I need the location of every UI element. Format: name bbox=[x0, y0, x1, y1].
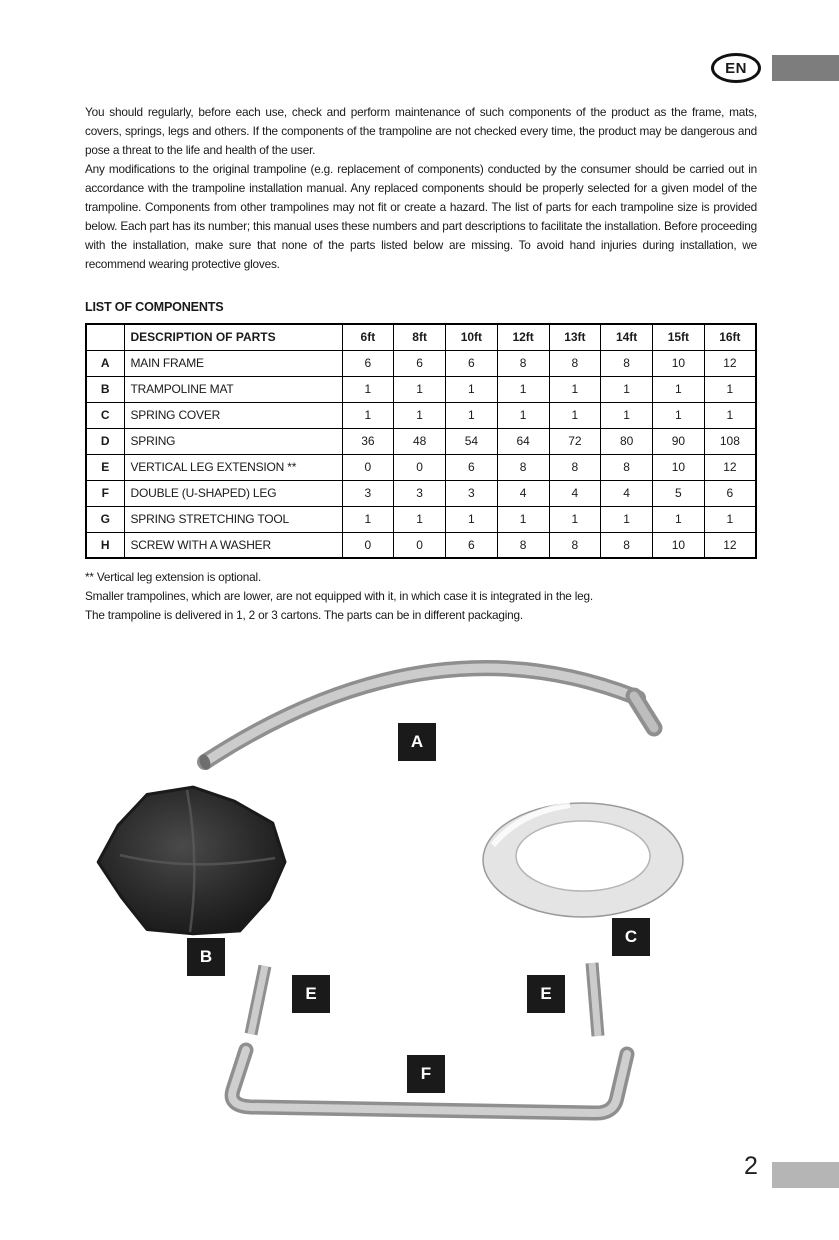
part-quantity-cell: 1 bbox=[704, 506, 756, 532]
part-quantity-cell: 12 bbox=[704, 454, 756, 480]
header-size-13ft: 13ft bbox=[549, 324, 601, 350]
part-quantity-cell: 8 bbox=[601, 454, 653, 480]
part-c-spring-cover-icon bbox=[483, 803, 683, 917]
part-quantity-cell: 8 bbox=[549, 532, 601, 558]
part-quantity-cell: 10 bbox=[653, 532, 705, 558]
footnote-cartons: The trampoline is delivered in 1, 2 or 3 cartons. The parts can be in different packaging. bbox=[85, 608, 523, 622]
part-quantity-cell: 1 bbox=[704, 402, 756, 428]
header-part-letter bbox=[86, 324, 124, 350]
part-quantity-cell: 8 bbox=[549, 454, 601, 480]
part-quantity-cell: 54 bbox=[446, 428, 498, 454]
part-quantity-cell: 6 bbox=[342, 350, 394, 376]
component-row bbox=[86, 454, 756, 480]
part-quantity-cell: 12 bbox=[704, 532, 756, 558]
header-tab-decor bbox=[772, 55, 839, 81]
part-quantity-cell: 1 bbox=[549, 376, 601, 402]
component-row bbox=[86, 402, 756, 428]
part-letter-cell: G bbox=[86, 506, 124, 532]
component-row bbox=[86, 428, 756, 454]
part-quantity-cell: 1 bbox=[497, 506, 549, 532]
components-table bbox=[85, 323, 757, 559]
part-description-cell: SPRING bbox=[124, 428, 342, 454]
part-letter-cell: D bbox=[86, 428, 124, 454]
header-size-15ft: 15ft bbox=[653, 324, 705, 350]
components-header-row bbox=[86, 324, 756, 350]
part-quantity-cell: 10 bbox=[653, 350, 705, 376]
part-quantity-cell: 3 bbox=[446, 480, 498, 506]
part-quantity-cell: 1 bbox=[653, 506, 705, 532]
part-label-e-right: E bbox=[527, 975, 565, 1013]
intro-paragraph-2: Any modifications to the original trampoline (e.g. replacement of components) conducted by the consumer should be carried out in accordance with the trampoline installation manual. Any replaced components should be properly selected for a given model of the trampoline. Components from other trampolines may not fit or create a hazard. The list of parts for each trampoline size is provided below. Each part has its number; this manual uses these numbers and part descriptions to facilitate the installation. Before proceeding with the installation, make sure that none of the parts listed below are missing. To avoid hand injuries during installation, we recommend wearing protective gloves. bbox=[85, 162, 757, 271]
part-label-f: F bbox=[407, 1055, 445, 1093]
part-quantity-cell: 6 bbox=[394, 350, 446, 376]
part-quantity-cell: 1 bbox=[601, 506, 653, 532]
part-quantity-cell: 8 bbox=[497, 454, 549, 480]
part-quantity-cell: 1 bbox=[653, 376, 705, 402]
part-quantity-cell: 6 bbox=[446, 532, 498, 558]
part-letter-cell: H bbox=[86, 532, 124, 558]
header-size-10ft: 10ft bbox=[446, 324, 498, 350]
header-size-14ft: 14ft bbox=[601, 324, 653, 350]
part-quantity-cell: 1 bbox=[549, 402, 601, 428]
part-quantity-cell: 0 bbox=[394, 454, 446, 480]
part-quantity-cell: 8 bbox=[497, 350, 549, 376]
component-row bbox=[86, 376, 756, 402]
part-quantity-cell: 72 bbox=[549, 428, 601, 454]
part-quantity-cell: 3 bbox=[394, 480, 446, 506]
part-quantity-cell: 80 bbox=[601, 428, 653, 454]
part-description-cell: DOUBLE (U-SHAPED) LEG bbox=[124, 480, 342, 506]
part-quantity-cell: 1 bbox=[497, 402, 549, 428]
part-quantity-cell: 8 bbox=[601, 350, 653, 376]
part-description-cell: VERTICAL LEG EXTENSION ** bbox=[124, 454, 342, 480]
part-quantity-cell: 1 bbox=[394, 376, 446, 402]
part-quantity-cell: 4 bbox=[601, 480, 653, 506]
components-table-body bbox=[86, 350, 756, 558]
content-column bbox=[85, 103, 757, 625]
part-quantity-cell: 1 bbox=[342, 402, 394, 428]
part-quantity-cell: 108 bbox=[704, 428, 756, 454]
part-quantity-cell: 6 bbox=[446, 454, 498, 480]
header-size-8ft: 8ft bbox=[394, 324, 446, 350]
part-quantity-cell: 1 bbox=[394, 506, 446, 532]
part-quantity-cell: 4 bbox=[497, 480, 549, 506]
footnote-optional: ** Vertical leg extension is optional. bbox=[85, 570, 262, 584]
part-quantity-cell: 0 bbox=[394, 532, 446, 558]
part-label-a: A bbox=[398, 723, 436, 761]
part-quantity-cell: 64 bbox=[497, 428, 549, 454]
part-quantity-cell: 1 bbox=[653, 402, 705, 428]
part-quantity-cell: 8 bbox=[549, 350, 601, 376]
part-description-cell: SPRING STRETCHING TOOL bbox=[124, 506, 342, 532]
part-label-e-left: E bbox=[292, 975, 330, 1013]
footnote-smaller: Smaller trampolines, which are lower, are not equipped with it, in which case it is integrated in the leg. bbox=[85, 589, 593, 603]
part-b-mat-icon bbox=[98, 787, 285, 934]
part-e-leg-extension-right-icon bbox=[592, 963, 598, 1036]
part-description-cell: SPRING COVER bbox=[124, 402, 342, 428]
part-quantity-cell: 1 bbox=[601, 376, 653, 402]
part-quantity-cell: 4 bbox=[549, 480, 601, 506]
page-number: 2 bbox=[744, 1152, 758, 1180]
part-letter-cell: E bbox=[86, 454, 124, 480]
part-quantity-cell: 10 bbox=[653, 454, 705, 480]
part-description-cell: SCREW WITH A WASHER bbox=[124, 532, 342, 558]
part-quantity-cell: 1 bbox=[601, 402, 653, 428]
language-badge-label: EN bbox=[725, 59, 747, 77]
part-quantity-cell: 3 bbox=[342, 480, 394, 506]
part-quantity-cell: 6 bbox=[704, 480, 756, 506]
part-letter-cell: B bbox=[86, 376, 124, 402]
part-quantity-cell: 1 bbox=[446, 402, 498, 428]
part-quantity-cell: 6 bbox=[446, 350, 498, 376]
components-table-head bbox=[86, 324, 756, 350]
part-quantity-cell: 90 bbox=[653, 428, 705, 454]
part-quantity-cell: 5 bbox=[653, 480, 705, 506]
part-quantity-cell: 1 bbox=[446, 376, 498, 402]
component-row bbox=[86, 506, 756, 532]
header-description: DESCRIPTION OF PARTS bbox=[124, 324, 342, 350]
part-label-b: B bbox=[187, 938, 225, 976]
parts-diagram bbox=[0, 650, 839, 1150]
part-description-cell: MAIN FRAME bbox=[124, 350, 342, 376]
part-letter-cell: F bbox=[86, 480, 124, 506]
header-size-12ft: 12ft bbox=[497, 324, 549, 350]
part-label-c: C bbox=[612, 918, 650, 956]
part-quantity-cell: 0 bbox=[342, 454, 394, 480]
header-size-6ft: 6ft bbox=[342, 324, 394, 350]
part-quantity-cell: 48 bbox=[394, 428, 446, 454]
footer-tab-decor bbox=[772, 1162, 839, 1188]
language-badge bbox=[711, 53, 761, 83]
part-e-leg-extension-left-icon bbox=[251, 966, 265, 1034]
header-size-16ft: 16ft bbox=[704, 324, 756, 350]
part-quantity-cell: 1 bbox=[446, 506, 498, 532]
part-quantity-cell: 1 bbox=[704, 376, 756, 402]
part-quantity-cell: 0 bbox=[342, 532, 394, 558]
component-row bbox=[86, 350, 756, 376]
part-quantity-cell: 1 bbox=[342, 506, 394, 532]
part-description-cell: TRAMPOLINE MAT bbox=[124, 376, 342, 402]
part-quantity-cell: 1 bbox=[497, 376, 549, 402]
part-quantity-cell: 1 bbox=[342, 376, 394, 402]
part-letter-cell: A bbox=[86, 350, 124, 376]
intro-paragraph-1: You should regularly, before each use, check and perform maintenance of such components of the product as the frame, mats, covers, springs, legs and others. If the components of the trampoline are not checked every time, the product may be dangerous and pose a threat to the life and health of the user. bbox=[85, 105, 757, 157]
part-quantity-cell: 8 bbox=[601, 532, 653, 558]
part-quantity-cell: 1 bbox=[549, 506, 601, 532]
part-quantity-cell: 1 bbox=[394, 402, 446, 428]
part-quantity-cell: 8 bbox=[497, 532, 549, 558]
component-row bbox=[86, 480, 756, 506]
components-heading: LIST OF COMPONENTS bbox=[85, 300, 224, 314]
part-letter-cell: C bbox=[86, 402, 124, 428]
component-row bbox=[86, 532, 756, 558]
part-quantity-cell: 36 bbox=[342, 428, 394, 454]
footnotes bbox=[85, 568, 757, 625]
part-quantity-cell: 12 bbox=[704, 350, 756, 376]
